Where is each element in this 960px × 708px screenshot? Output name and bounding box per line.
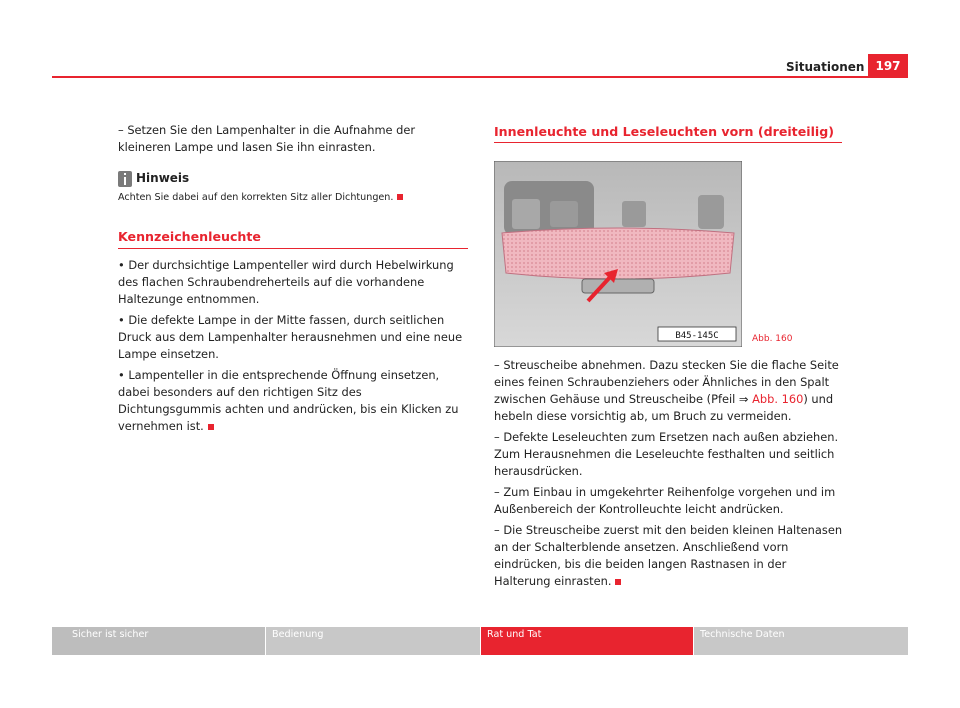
- step-text: – Defekte Leseleuchten zum Ersetzen nach außen abziehen. Zum Herausnehmen die Leseleuchte festhalten und seitlich herausdrücken.: [494, 430, 839, 478]
- page-number: 197: [868, 54, 908, 78]
- section-title-right: Innenleuchte und Leseleuchten vorn (dreiteilig): [494, 124, 842, 143]
- step-text: – Zum Einbau in umgekehrter Reihenfolge vorgehen und im Außenbereich der Kontrolleuchte leicht andrücken.: [494, 485, 836, 516]
- step-text: – Streuscheibe abnehmen. Dazu stecken Sie die flache Seite eines feinen Schraubenziehers oder Ähnliches in den Spalt zwischen Gehäuse und Streuscheibe (Pfeil ⇒ Abb. 160) und hebeln diese vorsichtig ab, um Bruch zu vermeiden.: [494, 358, 839, 423]
- step-text: – Setzen Sie den Lampenhalter in die Aufnahme der kleineren Lampe und lasen Sie ihn einrasten.: [118, 123, 416, 154]
- figure-label: B45-145C: [675, 331, 719, 341]
- end-mark-icon: [615, 579, 621, 585]
- note-header: [118, 170, 468, 187]
- tab-bedienung[interactable]: Bedienung: [266, 627, 480, 655]
- tab-technische-daten[interactable]: Technische Daten: [694, 627, 908, 655]
- tab-rat-und-tat[interactable]: Rat und Tat: [481, 627, 693, 655]
- figure-link[interactable]: Abb. 160: [752, 392, 804, 406]
- end-mark-icon: [397, 194, 403, 200]
- figure-caption: Abb. 160: [752, 334, 793, 344]
- section-name: Situationen: [786, 60, 865, 74]
- note-text: Achten Sie dabei auf den korrekten Sitz aller Dichtungen.: [118, 189, 468, 206]
- note-title: Hinweis: [136, 171, 190, 185]
- end-mark-icon: [208, 424, 214, 430]
- figure-interior-light: [494, 161, 742, 347]
- bullet-item: • Die defekte Lampe in der Mitte fassen, durch seitlichen Druck aus dem Lampenhalter herausnehmen und eine neue Lampe einsetzen.: [118, 313, 463, 361]
- left-column: [118, 122, 468, 439]
- footer-nav: [52, 627, 908, 655]
- right-column: [494, 357, 846, 594]
- tab-sicher-ist-sicher[interactable]: Sicher ist sicher: [52, 627, 265, 655]
- bullet-item: • Lampenteller in die entsprechende Öffnung einsetzen, dabei besonders auf den richtigen Sitz des Dichtungsgummis achten und andrücken, bis ein Klicken zu vernehmen ist.: [118, 368, 459, 433]
- note-icon: [118, 171, 132, 187]
- header-rule: [52, 76, 908, 78]
- bullet-item: • Der durchsichtige Lampenteller wird durch Hebelwirkung des flachen Schraubendreherteils auf die vorhandene Haltezunge entnommen.: [118, 258, 454, 306]
- step-text: – Die Streuscheibe zuerst mit den beiden kleinen Haltenasen an der Schalterblende ansetzen. Anschließend vorn eindrücken, bis die beiden langen Rastnasen in der Halterung einrasten.: [494, 523, 843, 588]
- section-title: Kennzeichenleuchte: [118, 228, 468, 249]
